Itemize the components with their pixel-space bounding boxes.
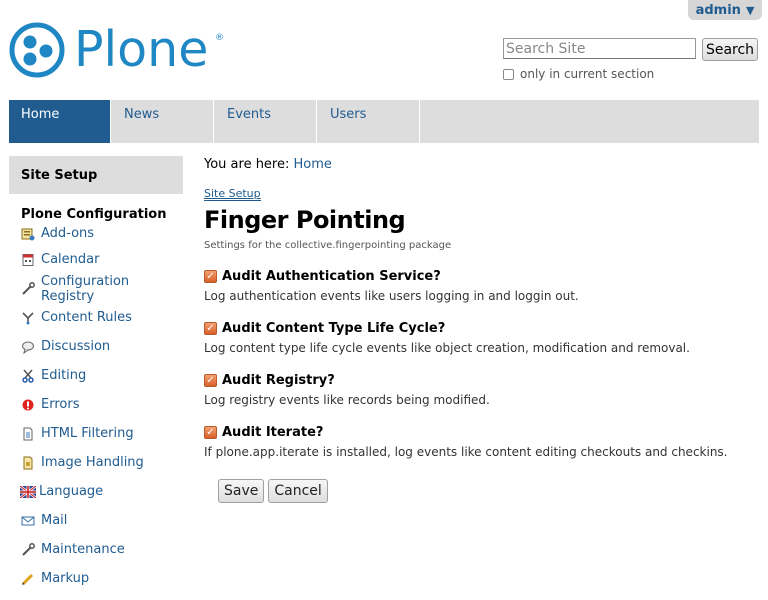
chevron-down-icon: ▼	[745, 3, 755, 17]
page-title: Finger Pointing	[204, 206, 406, 234]
field-label-text: Audit Content Type Life Cycle?	[222, 321, 446, 336]
site-setup-link[interactable]: Site Setup	[204, 187, 261, 200]
sidebar-item-label: Configuration Registry	[41, 273, 130, 304]
logo-wordmark: Plone	[74, 20, 209, 78]
sidebar-item-label: Language	[39, 484, 104, 499]
field-audit-content-type-life-cycle	[204, 321, 764, 355]
portlet-subheader: Plone Configuration	[21, 207, 167, 222]
field-label[interactable]	[204, 269, 764, 284]
sidebar-item-label: Mail	[41, 513, 68, 528]
image-handling-icon	[21, 456, 35, 470]
site-setup-portlet	[9, 156, 183, 593]
sidebar-item-label: Content Rules	[41, 310, 132, 325]
field-label[interactable]	[204, 321, 764, 336]
sidebar-item-label: Errors	[41, 397, 80, 412]
calendar-icon	[21, 253, 35, 267]
addons-icon	[21, 227, 35, 241]
field-label-text: Audit Iterate?	[222, 425, 324, 440]
main-content	[204, 156, 764, 499]
sidebar-item-add-ons[interactable]	[9, 222, 183, 245]
tab-home[interactable]: Home	[9, 100, 111, 143]
sidebar-item-configuration-registry[interactable]	[9, 274, 183, 303]
breadcrumb	[204, 157, 764, 172]
audit-registry-checkbox[interactable]: ✓	[204, 374, 217, 387]
sidebar-item-language[interactable]	[9, 477, 183, 506]
section-only-checkbox[interactable]	[503, 69, 514, 80]
section-only-label: only in current section	[520, 67, 655, 81]
tab-users[interactable]: Users	[317, 100, 420, 143]
field-help: Log content type life cycle events like object creation, modification and removal.	[204, 341, 690, 355]
sidebar-item-errors[interactable]	[9, 390, 183, 419]
section-only-option[interactable]	[503, 67, 654, 81]
user-menu-label: admin	[695, 2, 741, 18]
portlet-header[interactable]: Site Setup	[9, 156, 183, 194]
mail-icon	[21, 514, 35, 528]
sidebar-item-editing[interactable]	[9, 361, 183, 390]
save-button[interactable]: Save	[218, 479, 264, 503]
global-navigation	[9, 100, 759, 143]
field-help: If plone.app.iterate is installed, log events like content editing checkouts and checkins.	[204, 445, 728, 459]
registered-mark: ®	[215, 33, 224, 43]
scissors-icon	[21, 369, 35, 383]
sidebar-item-content-rules[interactable]	[9, 303, 183, 332]
sidebar-item-markup[interactable]	[9, 564, 183, 593]
control-panel-list	[9, 222, 183, 593]
user-menu[interactable]	[688, 0, 762, 20]
field-label[interactable]	[204, 425, 764, 440]
maintenance-icon	[21, 543, 35, 557]
sidebar-item-mail[interactable]	[9, 506, 183, 535]
errors-icon	[21, 398, 35, 412]
field-help: Log authentication events like users logging in and loggin out.	[204, 289, 579, 303]
flag-icon	[20, 485, 36, 499]
audit-lifecycle-checkbox[interactable]: ✓	[204, 322, 217, 335]
search-input[interactable]	[503, 38, 696, 59]
sidebar-item-calendar[interactable]	[9, 245, 183, 274]
sidebar-item-label: Markup	[41, 571, 90, 586]
breadcrumb-prefix: You are here:	[204, 157, 290, 172]
field-audit-registry	[204, 373, 764, 407]
field-help: Log registry events like records being modified.	[204, 393, 490, 407]
sidebar-item-label: Add-ons	[41, 226, 95, 241]
breadcrumb-home-link[interactable]: Home	[293, 157, 332, 172]
sidebar-item-label: Calendar	[41, 252, 100, 267]
discussion-icon	[21, 340, 35, 354]
content-rules-icon	[21, 311, 35, 325]
wrench-icon	[21, 282, 35, 296]
pencil-icon	[21, 572, 35, 586]
form-buttons	[218, 479, 328, 503]
sidebar-item-label: Maintenance	[41, 542, 125, 557]
sidebar-item-label: Editing	[41, 368, 87, 383]
sidebar-item-discussion[interactable]	[9, 332, 183, 361]
field-audit-authentication	[204, 269, 764, 303]
audit-iterate-checkbox[interactable]: ✓	[204, 426, 217, 439]
audit-authentication-checkbox[interactable]: ✓	[204, 270, 217, 283]
tab-events[interactable]: Events	[214, 100, 317, 143]
sidebar-item-image-handling[interactable]	[9, 448, 183, 477]
sidebar-item-label: HTML Filtering	[41, 426, 134, 441]
field-label-text: Audit Registry?	[222, 373, 335, 388]
tab-news[interactable]: News	[111, 100, 214, 143]
field-label[interactable]	[204, 373, 764, 388]
sidebar-item-maintenance[interactable]	[9, 535, 183, 564]
sidebar-item-label: Image Handling	[41, 455, 144, 470]
search-button[interactable]: Search	[702, 38, 758, 61]
html-filtering-icon	[21, 427, 35, 441]
sidebar-item-label: Discussion	[41, 339, 111, 354]
field-audit-iterate	[204, 425, 764, 459]
field-label-text: Audit Authentication Service?	[222, 269, 441, 284]
cancel-button[interactable]: Cancel	[268, 479, 327, 503]
site-logo[interactable]	[8, 20, 228, 80]
sidebar-item-html-filtering[interactable]	[9, 419, 183, 448]
plone-logo-icon	[8, 21, 66, 79]
page-description: Settings for the collective.fingerpointing package	[204, 240, 452, 251]
